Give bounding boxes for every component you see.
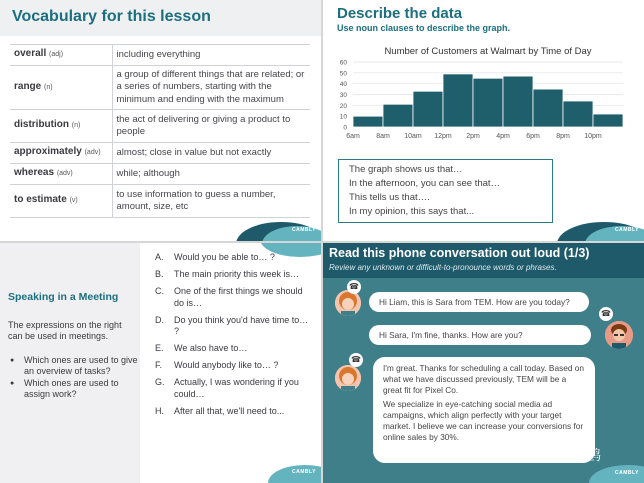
bar (533, 89, 563, 127)
conversation-title: Read this phone conversation out loud (1/3) (329, 246, 590, 260)
vocab-definition: while; although (112, 164, 310, 185)
part-of-speech: (adv) (56, 170, 73, 178)
expression-option (155, 315, 315, 338)
bar (353, 116, 383, 127)
message-paragraph: I'm great. Thanks for scheduling a call today. Based on what we have discussed previously, TEM will be a great fit for Pixel Co. (383, 363, 584, 395)
vocab-row (10, 66, 310, 110)
bar (593, 114, 623, 127)
expression-option (155, 360, 315, 372)
option-text: Do you think you'd have time to… ? (174, 314, 309, 336)
option-text: We also have to… (174, 343, 248, 353)
meeting-intro: The expressions on the right can be used in meetings. (8, 320, 122, 341)
option-text: The main priority this week is… (174, 269, 300, 279)
phone-icon: ☎ (599, 307, 613, 321)
x-tick-label: 10am (404, 133, 422, 140)
expression-option (155, 286, 315, 309)
expression-options (155, 252, 315, 423)
vocab-term (10, 164, 112, 185)
watermark: 知乎 @李翼鸥 (513, 447, 602, 463)
brand-logo: CAMBLY (615, 227, 639, 233)
option-letter: D. (155, 314, 164, 325)
liam-avatar (605, 321, 633, 349)
x-tick-label: 6pm (526, 133, 540, 140)
panel-divider (0, 241, 644, 243)
x-tick-label: 8pm (556, 133, 570, 140)
option-letter: C. (155, 286, 164, 296)
expression-option (155, 269, 315, 281)
x-tick-label: 6am (346, 133, 360, 140)
vocab-term (10, 185, 112, 218)
vocab-definition: a group of different things that are related; or a series of numbers, starting with the minimum and ending with the maximum (112, 66, 310, 110)
vocab-term (10, 45, 112, 66)
bar (503, 76, 533, 127)
woman-face-icon (335, 290, 361, 316)
option-text: After all that, we'll need to... (174, 405, 285, 416)
y-tick-label: 60 (339, 59, 347, 67)
brand-logo: CAMBLY (292, 469, 316, 475)
vocab-term (10, 110, 112, 143)
bar (443, 74, 473, 127)
vocab-term (10, 143, 112, 164)
vocabulary-title: Vocabulary for this lesson (12, 8, 211, 25)
option-letter: G. (155, 377, 165, 387)
meeting-questions (10, 355, 138, 401)
bar (563, 101, 593, 127)
phone-icon: ☎ (347, 280, 361, 294)
vocab-term-text: to estimate (14, 194, 67, 206)
option-letter: B. (155, 269, 164, 279)
phrase: The graph shows us that… (349, 164, 463, 175)
vocab-term-text: approximately (14, 146, 82, 158)
option-text: One of the first things we should do is… (174, 286, 303, 308)
meeting-title: Speaking in a Meeting (8, 291, 119, 303)
conversation-subtitle: Review any unknown or difficult-to-pronounce words or phrases. (329, 263, 557, 272)
part-of-speech: (n) (44, 83, 53, 91)
vocab-term-text: range (14, 80, 42, 92)
expression-option (155, 377, 315, 400)
brand-logo: CAMBLY (615, 470, 639, 476)
x-tick-label: 10pm (584, 133, 602, 140)
phrase: In my opinion, this says that... (349, 206, 475, 217)
vocab-definition: almost; close in value but not exactly (112, 143, 310, 164)
expression-option (155, 343, 315, 355)
y-tick-label: 50 (339, 70, 347, 78)
vocab-row (10, 164, 310, 185)
conversation-header (323, 243, 644, 278)
x-tick-label: 8am (376, 133, 390, 140)
vocabulary-panel (0, 0, 321, 241)
option-letter: E. (155, 343, 164, 353)
brand-logo: CAMBLY (292, 227, 316, 233)
x-tick-label: 12pm (434, 133, 452, 140)
y-tick-label: 20 (339, 102, 347, 110)
part-of-speech: (adj) (49, 51, 64, 59)
bar (473, 78, 503, 127)
y-tick-label: 40 (339, 81, 347, 89)
y-tick-label: 0 (343, 124, 347, 132)
vocab-term (10, 66, 112, 110)
message-paragraph: We specialize in eye-catching social media ad campaigns, which align perfectly with your target market. I believe we can increase your conversions for online sales by 30%. (383, 399, 584, 442)
bar (413, 91, 443, 127)
vocab-definition: including everything (112, 45, 310, 66)
y-tick-label: 10 (339, 113, 347, 121)
expression-option (155, 252, 315, 264)
option-letter: A. (155, 252, 164, 262)
vocab-row (10, 110, 310, 143)
message-bubble-liam: Hi Sara, I'm fine, thanks. How are you? (369, 325, 591, 345)
option-text: Would anybody like to… ? (174, 360, 279, 370)
phrase-box (338, 159, 553, 223)
vocabulary-table (10, 44, 310, 218)
part-of-speech: (n) (71, 122, 81, 130)
phrase: This tells us that…. (349, 192, 430, 203)
option-letter: F. (155, 360, 163, 370)
vocab-definition: the act of delivering or giving a product to people (112, 110, 310, 143)
vocab-definition: to use information to guess a number, amount, size, etc (112, 185, 310, 218)
y-tick-label: 30 (339, 92, 347, 99)
vocab-row (10, 185, 310, 218)
describe-subtitle: Use noun clauses to describe the graph. (337, 23, 511, 33)
message-bubble-sara-1: Hi Liam, this is Sara from TEM. How are you today? (369, 292, 589, 312)
vocab-term-text: whereas (14, 167, 55, 179)
man-face-icon (605, 321, 633, 349)
vocab-term-text: overall (14, 48, 47, 60)
x-tick-label: 4pm (496, 133, 510, 140)
phrase: In the afternoon, you can see that… (349, 178, 501, 189)
expression-option (155, 406, 315, 418)
question-item: ● Which ones are used to assign work? (10, 378, 138, 400)
option-text: Actually, I was wondering if you could… (174, 377, 299, 399)
describe-panel (323, 0, 644, 241)
chart-title: Number of Customers at Walmart by Time of Day (384, 46, 592, 57)
part-of-speech: (v) (69, 197, 78, 205)
conversation-panel (323, 243, 644, 483)
option-text: Would you be able to… ? (174, 252, 275, 262)
describe-title: Describe the data (337, 5, 463, 22)
sara-avatar (335, 290, 361, 316)
phone-icon: ☎ (349, 353, 363, 367)
bar (383, 104, 413, 127)
woman-face-icon (335, 365, 361, 391)
part-of-speech: (adv) (84, 149, 101, 157)
meeting-panel (0, 243, 321, 483)
sara-avatar (335, 365, 361, 391)
vocab-row (10, 45, 310, 66)
option-letter: H. (155, 405, 164, 416)
question-item: ● Which ones are used to give an overview of tasks? (10, 355, 138, 377)
vocab-row (10, 143, 310, 164)
vocabulary-header (0, 0, 321, 36)
vocab-term-text: distribution (14, 119, 69, 131)
x-tick-label: 2pm (466, 133, 480, 140)
customers-bar-chart (323, 38, 644, 146)
